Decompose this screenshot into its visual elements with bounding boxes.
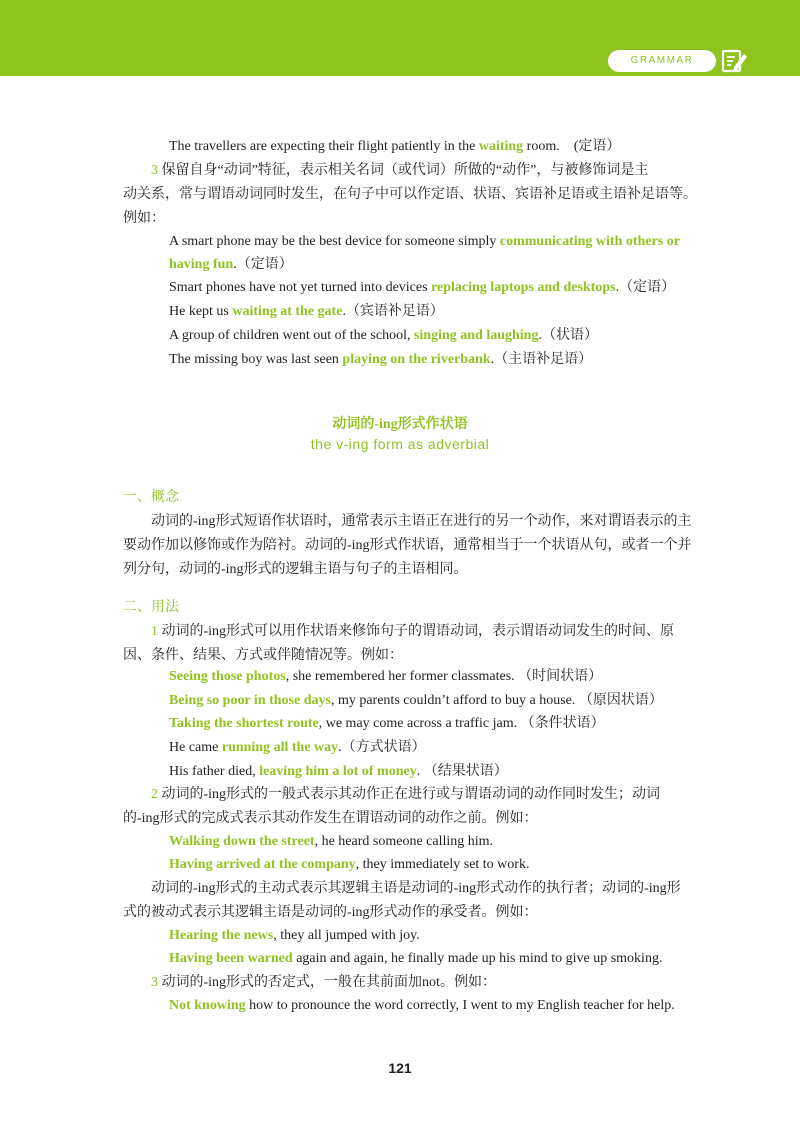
example-line: Taking the shortest route, we may come across a traffic jam. （条件状语） bbox=[169, 716, 605, 731]
paragraph-line: 1 动词的-ing形式可以用作状语来修饰句子的谓语动词，表示谓语动词发生的时间、原 bbox=[151, 624, 675, 639]
section-tab-grammar[interactable]: GRAMMAR bbox=[608, 50, 716, 72]
example-line: Having been warned again and again, he finally made up his mind to give up smoking. bbox=[169, 951, 663, 966]
notebook-pencil-icon bbox=[720, 48, 748, 74]
example-line: having fun.（定语） bbox=[169, 257, 293, 272]
example-line: He came running all the way.（方式状语） bbox=[169, 740, 426, 755]
example-line: Hearing the news, they all jumped with joy. bbox=[169, 928, 420, 943]
paragraph-line: 3 保留自身“动词”特征，表示相关名词（或代词）所做的“动作”，与被修饰词是主 bbox=[151, 163, 649, 178]
example-line: Having arrived at the company, they immediately set to work. bbox=[169, 857, 530, 872]
example-line: Walking down the street, he heard someone calling him. bbox=[169, 834, 494, 849]
example-line: The missing boy was last seen playing on the riverbank.（主语补足语） bbox=[169, 352, 593, 367]
paragraph-line: 的-ing形式的完成式表示其动作发生在谓语动词的动作之前。例如： bbox=[123, 811, 538, 826]
paragraph-line: 动词的-ing形式的主动式表示其逻辑主语是动词的-ing形式动作的执行者；动词的-ing形 bbox=[151, 881, 681, 896]
example-line: He kept us waiting at the gate.（宾语补足语） bbox=[169, 304, 444, 319]
paragraph-line: 要动作加以修饰或作为陪衬。动词的-ing形式作状语，通常相当于一个状语从句，或者一个并 bbox=[123, 538, 692, 553]
page-number: 121 bbox=[388, 1060, 412, 1076]
paragraph-line: 2 动词的-ing形式的一般式表示其动作正在进行或与谓语动词的动作同时发生；动词 bbox=[151, 787, 661, 802]
paragraph-line: 因、条件、结果、方式或伴随情况等。例如： bbox=[123, 648, 403, 663]
paragraph-line: 3 动词的-ing形式的否定式，一般在其前面加not。例如： bbox=[151, 975, 496, 990]
paragraph-line: 动词的-ing形式短语作状语时，通常表示主语正在进行的另一个动作，来对谓语表示的主 bbox=[151, 514, 692, 529]
paragraph-line: 动关系，常与谓语动词同时发生，在句子中可以作定语、状语、宾语补足语或主语补足语等。 bbox=[123, 187, 697, 202]
example-line: The travellers are expecting their flight patiently in the waiting room. (定语） bbox=[169, 139, 621, 154]
paragraph-line: 式的被动式表示其逻辑主语是动词的-ing形式动作的承受者。例如： bbox=[123, 905, 538, 920]
example-line: A smart phone may be the best device for someone simply communicating with others or bbox=[169, 234, 680, 249]
example-line: His father died, leaving him a lot of money. （结果状语） bbox=[169, 764, 508, 779]
example-line: A group of children went out of the school, singing and laughing.（状语） bbox=[169, 328, 598, 343]
heading-usage: 二、用法 bbox=[123, 600, 179, 615]
example-line: Being so poor in those days, my parents couldn’t afford to buy a house. （原因状语） bbox=[169, 693, 663, 708]
heading-concept: 一、概念 bbox=[123, 490, 179, 505]
paragraph-line: 列分句，动词的-ing形式的逻辑主语与句子的主语相同。 bbox=[123, 562, 468, 577]
section-title-en: the v-ing form as adverbial bbox=[310, 436, 490, 452]
paragraph-line: 例如： bbox=[123, 211, 165, 226]
example-line: Not knowing how to pronounce the word correctly, I went to my English teacher for help. bbox=[169, 998, 675, 1013]
example-line: Smart phones have not yet turned into devices replacing laptops and desktops.（定语） bbox=[169, 280, 676, 295]
section-title-cn: 动词的-ing形式作状语 bbox=[332, 417, 468, 432]
example-line: Seeing those photos, she remembered her former classmates. （时间状语） bbox=[169, 669, 603, 684]
